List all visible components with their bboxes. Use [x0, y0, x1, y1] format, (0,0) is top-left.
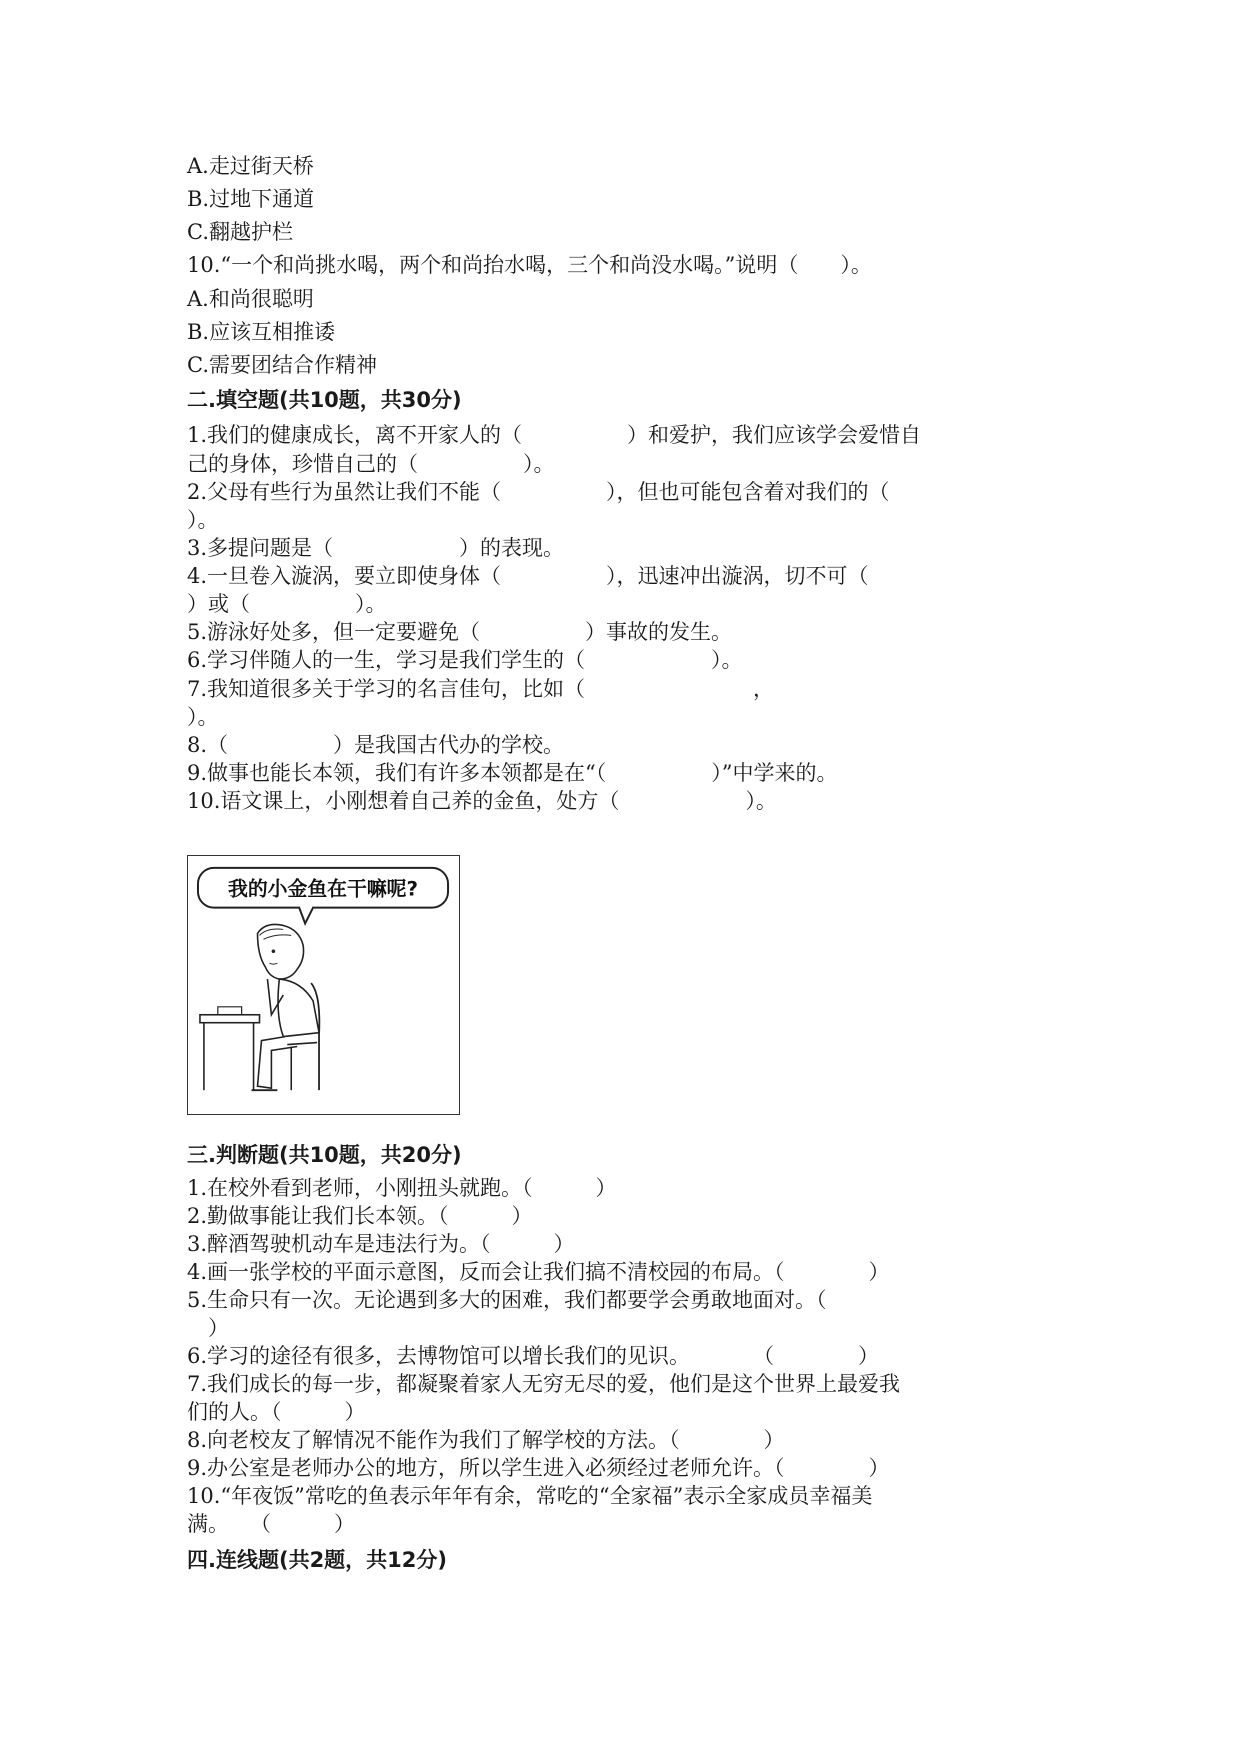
q9-option-b: B.过地下通道 — [187, 187, 315, 211]
q10-stem: 10.“一个和尚挑水喝，两个和尚抬水喝，三个和尚没水喝。”说明（ ）。 — [187, 253, 872, 277]
s3-line: 满。 （ ） — [187, 1512, 355, 1536]
s3-line: 6.学习的途径有很多，去博物馆可以增长我们的见识。 （ ） — [187, 1344, 880, 1368]
s3-line: 10.“年夜饭”常吃的鱼表示年年有余，常吃的“全家福”表示全家成员幸福美 — [187, 1484, 873, 1508]
q9-option-c: C.翻越护栏 — [187, 220, 293, 244]
s3-line: 1.在校外看到老师，小刚扭头就跑。（ ） — [187, 1176, 617, 1200]
s3-line: 7.我们成长的每一步，都凝聚着家人无穷无尽的爱，他们是这个世界上最爱我 — [187, 1372, 901, 1396]
s2-line: 1.我们的健康成长，离不开家人的（ ）和爱护，我们应该学会爱惜自 — [187, 423, 922, 447]
section4-title: 四.连线题(共2题，共12分) — [187, 1548, 448, 1572]
s2-line: ）或（ ）。 — [187, 592, 387, 616]
boy-at-desk-illustration — [187, 855, 460, 1115]
s3-line: 4.画一张学校的平面示意图，反而会让我们搞不清校园的布局。（ ） — [187, 1260, 890, 1284]
section2-title: 二.填空题(共10题，共30分) — [187, 388, 462, 412]
s3-line: 2.勤做事能让我们长本领。（ ） — [187, 1204, 533, 1228]
s3-line: 3.醉酒驾驶机动车是违法行为。（ ） — [187, 1232, 575, 1256]
s3-line: ） — [187, 1316, 229, 1340]
q10-option-c: C.需要团结合作精神 — [187, 353, 377, 377]
s2-line: 4.一旦卷入漩涡，要立即使身体（ ），迅速冲出漩涡，切不可（ — [187, 564, 869, 588]
s2-line: 6.学习伴随人的一生，学习是我们学生的（ ）。 — [187, 648, 743, 672]
q10-option-a: A.和尚很聪明 — [187, 287, 314, 311]
s3-line: 9.办公室是老师办公的地方，所以学生进入必须经过老师允许。（ ） — [187, 1456, 890, 1480]
s3-line: 们的人。（ ） — [187, 1400, 366, 1424]
s2-line: 9.做事也能长本领，我们有许多本领都是在“（ ）”中学来的。 — [187, 761, 838, 785]
section3-title: 三.判断题(共10题，共20分) — [187, 1143, 462, 1167]
s2-line: 7.我知道很多关于学习的名言佳句，比如（ ， — [187, 677, 775, 701]
s2-line: 8.（ ）是我国古代办的学校。 — [187, 733, 565, 757]
q10-option-b: B.应该互相推诿 — [187, 320, 336, 344]
s3-line: 5.生命只有一次。无论遇到多大的困难，我们都要学会勇敢地面对。（ — [187, 1288, 827, 1312]
s2-line: ）。 — [187, 508, 219, 532]
s2-line: 己的身体，珍惜自己的（ ）。 — [187, 452, 555, 476]
s2-line: ）。 — [187, 705, 219, 729]
q9-option-a: A.走过街天桥 — [187, 154, 314, 178]
speech-bubble-text: 我的小金鱼在干嘛呢? — [228, 877, 418, 901]
s3-line: 8.向老校友了解情况不能作为我们了解学校的方法。（ ） — [187, 1428, 785, 1452]
s2-line: 3.多提问题是（ ）的表现。 — [187, 536, 565, 560]
s2-line: 5.游泳好处多，但一定要避免（ ）事故的发生。 — [187, 620, 733, 644]
s2-line: 10.语文课上，小刚想着自己养的金鱼，处方（ ）。 — [187, 789, 777, 813]
s2-line: 2.父母有些行为虽然让我们不能（ ），但也可能包含着对我们的（ — [187, 480, 890, 504]
